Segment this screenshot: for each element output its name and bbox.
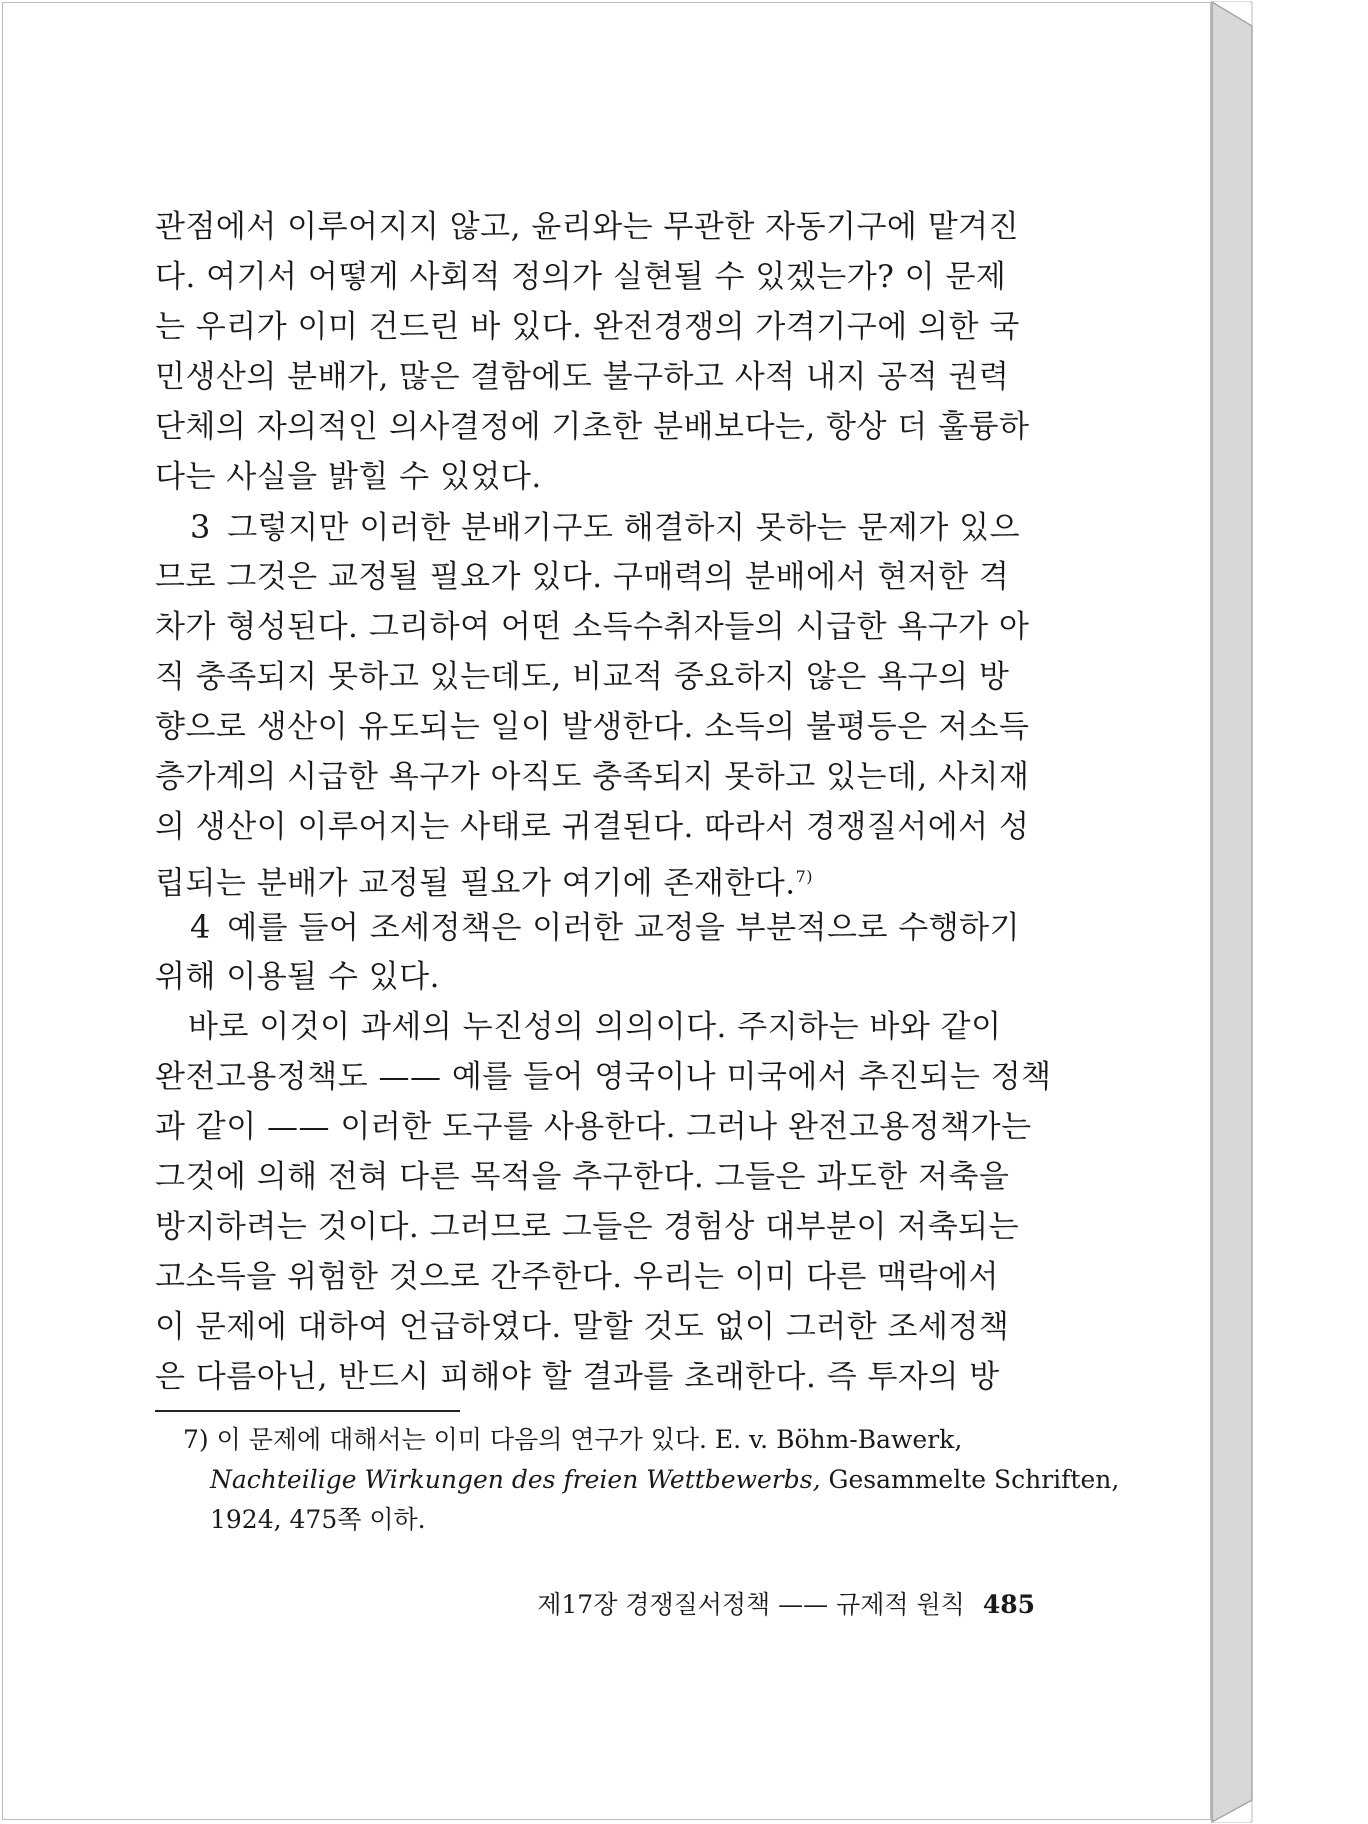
body-line: 층가계의 시급한 욕구가 아직도 충족되지 못하고 있는데, 사치재 [155, 759, 1030, 795]
body-line: 완전고용정책도 —— 예를 들어 영국이나 미국에서 추진되는 정책 [155, 1059, 1052, 1095]
paragraph-number: 3 [190, 508, 211, 546]
body-line: 예를 들어 조세정책은 이러한 교정을 부분적으로 수행하기 [227, 910, 1021, 946]
body-line: 이 문제에 대하여 언급하였다. 말할 것도 없이 그러한 조세정책 [155, 1309, 1010, 1345]
body-line: 직 충족되지 못하고 있는데도, 비교적 중요하지 않은 욕구의 방 [155, 659, 1010, 695]
footnote-divider [155, 1410, 460, 1412]
paragraph-number: 4 [190, 908, 211, 946]
body-line: 의 생산이 이루어지는 사태로 귀결된다. 따라서 경쟁질서에서 성 [155, 809, 1030, 845]
body-line: 단체의 자의적인 의사결정에 기초한 분배보다는, 항상 더 훌륭하 [155, 409, 1030, 445]
footnote-text: Gesammelte Schriften, [820, 1465, 1120, 1494]
page-edge-shadow [1200, 0, 1368, 1824]
footnote-title: Nachteilige Wirkungen des freien Wettbewerbs, [210, 1465, 821, 1494]
body-line: 은 다름아닌, 반드시 피해야 할 결과를 초래한다. 즉 투자의 방 [155, 1359, 1000, 1395]
body-line: 관점에서 이루어지지 않고, 윤리와는 무관한 자동기구에 맡겨진 [155, 209, 1020, 245]
para3-first-line [190, 505, 1060, 549]
running-footer [155, 1588, 1035, 1622]
footnote-ref[interactable]: 7) [795, 867, 814, 886]
body-line: 방지하려는 것이다. 그러므로 그들은 경험상 대부분이 저축되는 [155, 1209, 1020, 1245]
body-line: 다. 여기서 어떻게 사회적 정의가 실현될 수 있겠는가? 이 문제 [155, 259, 1007, 295]
chapter-title: 제17장 경쟁질서정책 —— 규제적 원칙 [537, 1590, 965, 1619]
body-line: 향으로 생산이 유도되는 일이 발생한다. 소득의 불평등은 저소득 [155, 709, 1030, 745]
footnote-line [210, 1460, 1120, 1500]
body-line: 차가 형성된다. 그리하여 어떤 소득수취자들의 시급한 욕구가 아 [155, 609, 1030, 645]
para4-first-line [190, 905, 1060, 949]
body-line: 므로 그것은 교정될 필요가 있다. 구매력의 분배에서 현저한 격 [155, 559, 1010, 595]
body-line: 립되는 분배가 교정될 필요가 여기에 존재한다. [155, 865, 796, 902]
body-line: 고소득을 위험한 것으로 간주한다. 우리는 이미 다른 맥락에서 [155, 1259, 999, 1295]
footnote-line: 1924, 475쪽 이하. [210, 1505, 426, 1534]
body-line: 바로 이것이 과세의 누진성의 의의이다. 주지하는 바와 같이 [188, 1009, 1002, 1045]
body-line: 민생산의 분배가, 많은 결함에도 불구하고 사적 내지 공적 권력 [155, 359, 1010, 395]
body-line: 그것에 의해 전혀 다른 목적을 추구한다. 그들은 과도한 저축을 [155, 1159, 1010, 1195]
body-line: 는 우리가 이미 건드린 바 있다. 완전경쟁의 가격기구에 의한 국 [155, 309, 1020, 345]
body-line: 과 같이 —— 이러한 도구를 사용한다. 그러나 완전고용정책가는 [155, 1109, 1032, 1145]
page-number: 485 [982, 1590, 1035, 1619]
body-line: 그렇지만 이러한 분배기구도 해결하지 못하는 문제가 있으 [227, 510, 1021, 546]
body-line: 위해 이용될 수 있다. [155, 959, 440, 995]
body-line: 다는 사실을 밝힐 수 있었다. [155, 459, 542, 495]
para3-last-line [155, 855, 1060, 902]
footnote-line: 7) 이 문제에 대해서는 이미 다음의 연구가 있다. E. v. Böhm-Bawerk, [183, 1425, 963, 1454]
